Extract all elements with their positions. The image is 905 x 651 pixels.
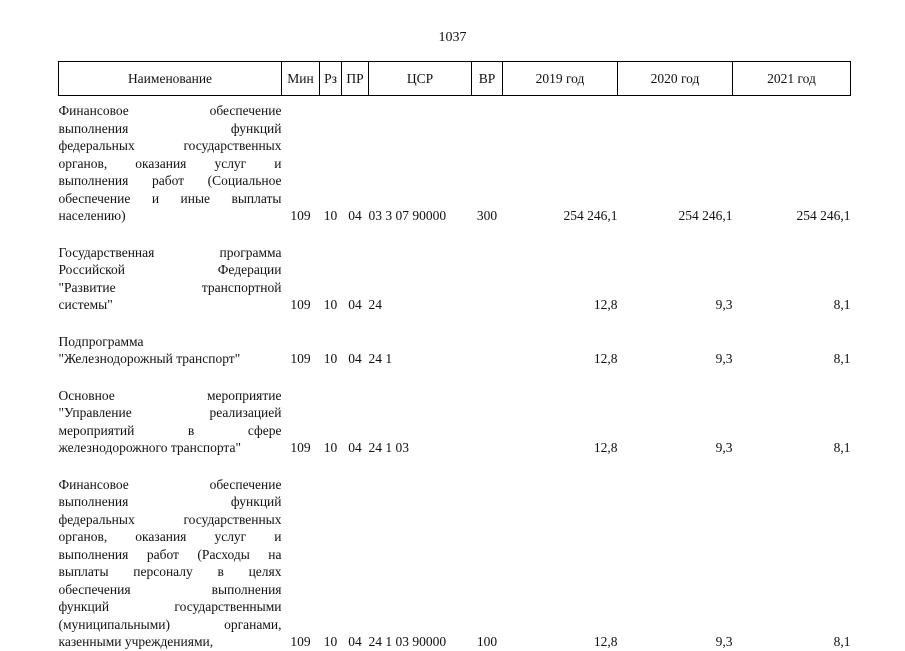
row-spacer-cell: [59, 225, 851, 244]
row-spacer-cell: [59, 368, 851, 387]
table-body: [59, 96, 851, 651]
row-spacer: [59, 457, 851, 476]
row-min: 109: [290, 208, 311, 223]
row-name-line: выполнения работ (Расходы на: [58, 546, 282, 562]
row-csr: 24: [368, 297, 382, 312]
row-min: 109: [290, 297, 311, 312]
row-name-line: функций государственными: [58, 599, 282, 614]
row-value-2021: 8,1: [833, 634, 851, 649]
row-vr: [472, 333, 503, 368]
col-header-vr: ВР: [472, 62, 503, 96]
row-csr: 24 1: [368, 351, 393, 366]
row-value-2020: 9,3: [715, 297, 733, 312]
row-csr: 03 3 07 90000: [368, 208, 447, 223]
row-name-line: выполнения функций: [58, 494, 282, 509]
row-value-2019: 12,8: [593, 297, 618, 312]
row-value-2021: 8,1: [833, 351, 851, 366]
row-name-line: "Управление реализацией: [58, 405, 282, 420]
row-value-2020: 254 246,1: [678, 208, 733, 223]
row-value-2020: 9,3: [715, 634, 733, 649]
row-min: 109: [290, 440, 311, 455]
row-name-line: казенными учреждениями,: [58, 634, 214, 649]
row-value-2019: 12,8: [593, 351, 618, 366]
row-name-line: федеральных государственных: [58, 511, 282, 527]
page-number: 1037: [438, 30, 467, 45]
row-min: 109: [290, 351, 311, 366]
col-header-name: Наименование: [59, 62, 282, 96]
row-value-2019: 254 246,1: [563, 208, 618, 223]
col-header-csr: ЦСР: [369, 62, 472, 96]
row-name-line: Основное мероприятие: [58, 387, 282, 403]
row-name: [59, 387, 282, 457]
row-name: [59, 244, 282, 314]
row-value-2020: 9,3: [715, 440, 733, 455]
row-name-line: железнодорожного транспорта": [58, 440, 242, 455]
row-csr: 24 1 03: [368, 440, 409, 455]
row-name-line: мероприятий в сфере: [58, 422, 282, 438]
row-value-2021: 8,1: [833, 297, 851, 312]
row-name-line: Финансовое обеспечение: [58, 476, 282, 492]
col-header-2021: 2021 год: [733, 62, 851, 96]
row-name-line: Финансовое обеспечение: [58, 103, 282, 118]
row-name-line: обеспечение и иные выплаты: [58, 190, 282, 206]
row-name-line: выполнения работ (Социальное: [58, 173, 282, 188]
row-name-line: (муниципальными) органами,: [58, 616, 282, 632]
row-rz: 10: [323, 297, 338, 312]
table-row: [59, 244, 851, 314]
row-name-line: выполнения функций: [58, 120, 282, 136]
row-vr: [472, 387, 503, 457]
row-rz: 10: [323, 208, 338, 223]
row-name-line: населению): [58, 208, 126, 223]
row-name: [59, 102, 282, 225]
row-name-line: федеральных государственных: [58, 138, 282, 153]
row-rz: 10: [323, 351, 338, 366]
col-header-min: Мин: [282, 62, 320, 96]
row-spacer-cell: [59, 314, 851, 333]
row-name-line: Подпрограмма: [58, 333, 144, 349]
col-header-pr: ПР: [342, 62, 369, 96]
row-name-line: "Железнодорожный транспорт": [58, 351, 241, 366]
col-header-2019: 2019 год: [503, 62, 618, 96]
row-value-2021: 254 246,1: [796, 208, 851, 223]
row-vr: 100: [476, 634, 498, 649]
row-pr: 04: [348, 297, 362, 312]
row-csr: 24 1 03 90000: [368, 634, 447, 649]
row-min: 109: [290, 634, 311, 649]
row-name-line: органов, оказания услуг и: [58, 155, 282, 171]
row-name-line: органов, оказания услуг и: [58, 529, 282, 544]
row-name: [59, 476, 282, 651]
row-pr: 04: [348, 208, 362, 223]
row-name-line: выплаты персоналу в целях: [58, 564, 282, 579]
row-spacer-cell: [59, 457, 851, 476]
col-header-rz: Рз: [320, 62, 342, 96]
row-value-2019: 12,8: [593, 634, 618, 649]
col-header-2020: 2020 год: [618, 62, 733, 96]
row-pr: 04: [348, 440, 362, 455]
table-row: [59, 333, 851, 368]
budget-table: [58, 61, 851, 651]
row-name-line: Государственная программа: [58, 244, 282, 260]
row-name-line: Российской Федерации: [58, 262, 282, 277]
row-value-2019: 12,8: [593, 440, 618, 455]
row-name-line: "Развитие транспортной: [58, 279, 282, 295]
row-rz: 10: [323, 440, 338, 455]
row-value-2020: 9,3: [715, 351, 733, 366]
row-vr: [472, 244, 503, 314]
table-row: [59, 476, 851, 651]
row-name: [59, 333, 282, 368]
table-row: [59, 387, 851, 457]
row-spacer: [59, 314, 851, 333]
row-value-2021: 8,1: [833, 440, 851, 455]
row-pr: 04: [348, 634, 362, 649]
row-rz: 10: [323, 634, 338, 649]
row-spacer: [59, 368, 851, 387]
row-name-line: обеспечения выполнения: [58, 581, 282, 597]
row-pr: 04: [348, 351, 362, 366]
table-header-row: [59, 62, 851, 96]
table-row: [59, 102, 851, 225]
row-name-line: системы": [58, 297, 113, 312]
row-spacer: [59, 225, 851, 244]
row-vr: 300: [476, 208, 498, 223]
